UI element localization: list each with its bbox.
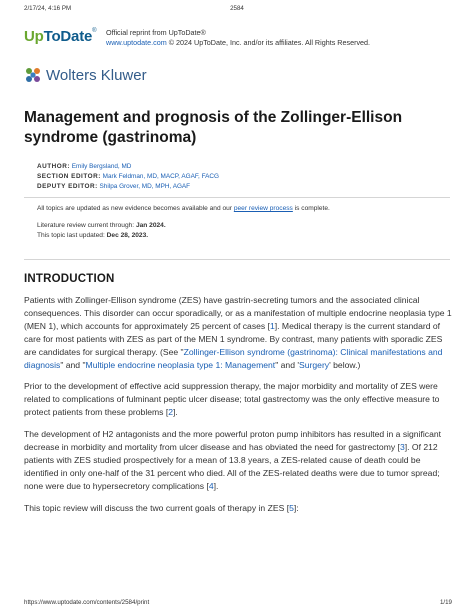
wolters-kluwer-icon — [24, 66, 42, 84]
article-body — [24, 294, 454, 524]
author-link[interactable]: Emily Bergsland, MD — [71, 163, 132, 170]
deputy-editor-link[interactable]: Shilpa Grover, MD, MPH, AGAF — [99, 183, 191, 190]
contributors — [37, 162, 457, 192]
reference-link[interactable]: 5 — [289, 502, 294, 513]
section-link-surgery[interactable]: Surgery — [299, 359, 330, 370]
contributor-author: AUTHOR: Emily Bergsland, MD — [37, 163, 132, 170]
uptodate-link[interactable]: www.uptodate.com — [106, 38, 167, 47]
section-editor-link[interactable]: Mark Feldman, MD, MACP, AGAF, FACG — [102, 173, 219, 180]
print-doc-id: 2584 — [230, 5, 244, 12]
reference-link[interactable]: 1 — [269, 320, 275, 331]
print-header — [0, 5, 474, 15]
page-number: 1/19 — [439, 599, 452, 606]
print-datetime: 2/17/24, 4:16 PM — [24, 5, 72, 12]
section-heading: INTRODUCTION — [24, 273, 115, 285]
print-url: https://www.uptodate.com/contents/2584/print — [24, 599, 150, 606]
wolters-kluwer-logo — [24, 66, 224, 86]
paragraph-3: The development of H2 antagonists and the more powerful proton pump inhibitors has resulted in a significant decrease in morbidity and mortality from ulcer disease and has obviated the need for gastrectomy [3]. Of 212 patients with ZES studied prospectively for a mean of 13.8 years, a ZES-related cause of death could be identified in only one-half of the 31 percent who died. All of the ZES-related deaths were due to tumor spread; none were due to hypersecretory complications [4]. — [24, 429, 442, 491]
divider — [24, 197, 450, 198]
reference-link[interactable]: 4 — [208, 480, 214, 491]
copyright-text: © 2024 UpToDate, Inc. and/or its affiliates. All Rights Reserved. — [166, 38, 371, 47]
topic-link-zes-diagnosis[interactable]: Zollinger-Ellison syndrome (gastrinoma): Clinical manifestations and diagnosis — [24, 346, 443, 370]
topic-link-men1-management[interactable]: Multiple endocrine neoplasia type 1: Management — [85, 359, 276, 370]
review-info — [37, 204, 457, 241]
reference-link[interactable]: 2 — [168, 407, 174, 418]
paragraph-4: This topic review will discuss the two current goals of therapy in ZES [5]: — [24, 502, 299, 513]
reference-link[interactable]: 3 — [399, 442, 405, 453]
publisher-name: Wolters Kluwer — [46, 67, 147, 84]
divider — [24, 259, 450, 260]
paragraph-2: Prior to the development of effective acid suppression therapy, the major morbidity and mortality of ZES were related to complications of fulminant peptic ulcer disease; total gastrectomy was the only effective measure to protect patients from these problems [2]. — [24, 381, 440, 418]
review-note: All topics are updated as new evidence becomes available and our peer review process is complete. — [37, 205, 330, 212]
uptodate-logo[interactable]: UpToDate® — [24, 28, 97, 45]
page-title: Management and prognosis of the Zollinger-Ellison syndrome (gastrinoma) — [24, 109, 403, 146]
contributor-deputy-editor: DEPUTY EDITOR: Shilpa Grover, MD, MPH, AGAF — [37, 183, 191, 190]
literature-review-date: Literature review current through: Jan 2024. — [37, 222, 166, 229]
last-updated-date: This topic last updated: Dec 28, 2023. — [37, 232, 149, 239]
reprint-line: Official reprint from UpToDate® — [106, 28, 206, 37]
contributor-section-editor: SECTION EDITOR: Mark Feldman, MD, MACP, AGAF, FACG — [37, 173, 219, 180]
print-footer — [0, 599, 474, 609]
reprint-notice — [106, 28, 466, 48]
paragraph-1: Patients with Zollinger-Ellison syndrome (ZES) have gastrin-secreting tumors and the associated clinical consequences. This disorder can occur sporadically, or as a manifestation of multiple endocrine neoplasia type 1 (MEN 1), which accounts for approximately 25 percent of cases [1]. Medical therapy is the current standard of care for most patients with ZES as part of the MEN 1 syndrome. By contrast, many patients with sporadic ZES are candidates for surgical therapy. (See "Zollinger-Ellison syndrome (gastrinoma): Clinical manifestations and diagnosis" and "Multiple endocrine neoplasia type 1: Management" and 'Surgery' below.) — [24, 295, 452, 370]
peer-review-link[interactable]: peer review process — [233, 205, 293, 212]
